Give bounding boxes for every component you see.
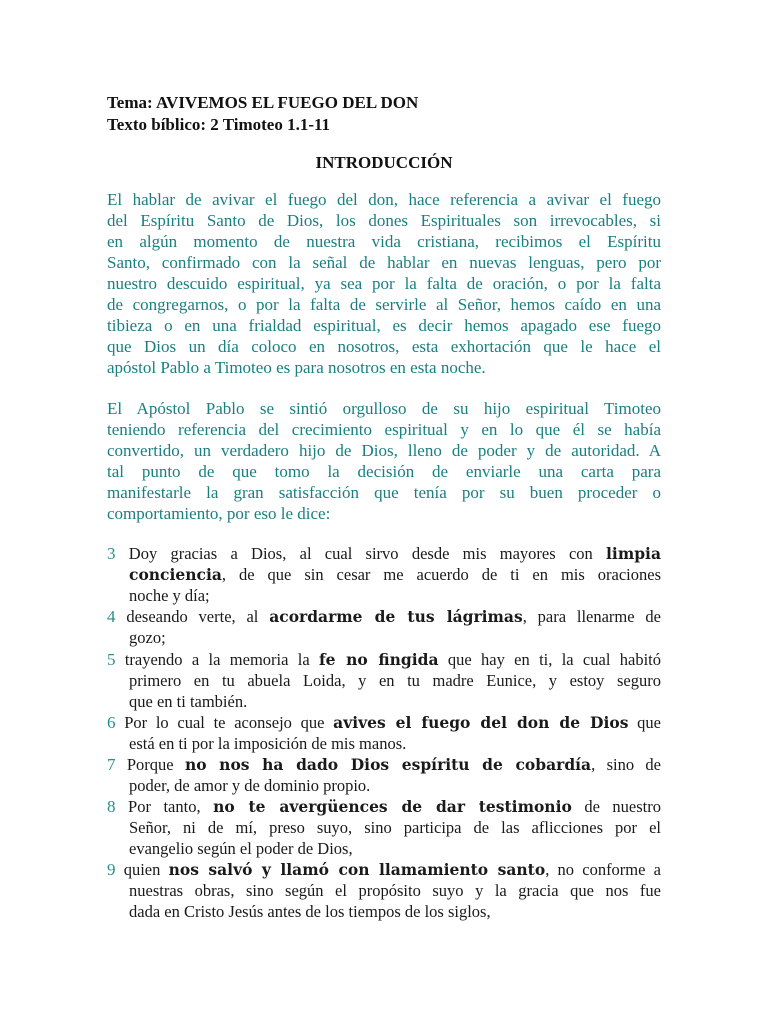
verse-4-line-1 (107, 606, 661, 627)
verse-number: 4 (107, 607, 116, 626)
paragraph-line: del Espíritu Santo de Dios, los dones Espirituales son irrevocables, si (107, 211, 661, 230)
paragraph-line: tal punto de que tomo la decisión de enviarle una carta para (107, 462, 661, 481)
verse-8-line-3: evangelio según el poder de Dios, (129, 839, 353, 858)
verse-number: 9 (107, 860, 116, 879)
paragraph-line: nuestro descuido espiritual, ya sea por la falta de oración, o por la falta (107, 274, 661, 293)
verse-6-line-1 (107, 712, 661, 733)
paragraph-line: apóstol Pablo a Timoteo es para nosotros en esta noche. (107, 358, 486, 377)
introduction-title: INTRODUCCIÓN (315, 153, 453, 172)
bible-text-heading: Texto bíblico: 2 Timoteo 1.1-11 (107, 115, 331, 134)
verse-3-line-1 (107, 543, 661, 564)
verse-text: , no conforme a (545, 860, 661, 879)
verse-7-line-2: poder, de amor y de dominio propio. (129, 776, 371, 795)
verse-emphasis: fe no fingida (319, 650, 439, 669)
verse-7-line-1 (107, 754, 661, 775)
verse-text: que (628, 713, 661, 732)
paragraph-line: El hablar de avivar el fuego del don, hace referencia a avivar el fuego (107, 190, 661, 209)
verse-3-line-2 (129, 564, 661, 585)
verse-text: trayendo a la memoria la (115, 650, 320, 669)
verse-emphasis: avives el fuego del don de Dios (333, 713, 629, 732)
verse-4-line-2: gozo; (129, 628, 166, 647)
verse-text: Doy gracias a Dios, al cual sirvo desde mis mayores con (115, 544, 607, 563)
verse-text: que hay en ti, la cual habitó (438, 650, 661, 669)
verse-number: 8 (107, 797, 116, 816)
verse-number: 6 (107, 713, 116, 732)
verse-emphasis: conciencia (129, 565, 222, 584)
verse-9-line-2: nuestras obras, sino según el propósito suyo y la gracia que nos fue (129, 881, 661, 900)
verse-5-line-1 (107, 649, 661, 670)
verse-emphasis: no nos ha dado Dios espíritu de cobardía (184, 755, 592, 774)
topic-heading: Tema: AVIVEMOS EL FUEGO DEL DON (107, 93, 419, 112)
verse-text: Porque (115, 755, 185, 774)
verse-text: deseando verte, al (115, 607, 270, 626)
verse-number: 7 (107, 755, 116, 774)
paragraph-line: tibieza o en una frialdad espiritual, es decir hemos apagado ese fuego (107, 316, 661, 335)
paragraph-line: comportamiento, por eso le dice: (107, 504, 331, 523)
verse-5-line-3: que en ti también. (129, 692, 248, 711)
verse-5-line-2: primero en tu abuela Loida, y en tu madre Eunice, y estoy seguro (129, 671, 661, 690)
verse-9-line-1 (107, 859, 661, 880)
verse-6-line-2: está en ti por la imposición de mis manos. (129, 734, 407, 753)
verse-emphasis: limpia (606, 544, 661, 563)
paragraph-line: que Dios un día coloco en nosotros, esta exhortación que le hace el (107, 337, 661, 356)
paragraph-line: en algún momento de nuestra vida cristiana, recibimos el Espíritu (107, 232, 661, 251)
verse-emphasis: nos salvó y llamó con llamamiento santo (168, 860, 546, 879)
verse-text: de nuestro (571, 797, 661, 816)
verse-number: 3 (107, 544, 116, 563)
paragraph-line: manifestarle la gran satisfacción que tenía por su buen proceder o (107, 483, 661, 502)
verse-8-line-2: Señor, ni de mí, preso suyo, sino participa de las aflicciones por el (129, 818, 661, 837)
verse-emphasis: no te avergüences de dar testimonio (213, 797, 572, 816)
verse-text: Por lo cual te aconsejo que (115, 713, 334, 732)
paragraph-line: El Apóstol Pablo se sintió orgulloso de su hijo espiritual Timoteo (107, 399, 661, 418)
intro-paragraph-2 (107, 398, 661, 524)
verse-text: , sino de (591, 755, 661, 774)
paragraph-line: de congregarnos, o por la falta de servirle al Señor, hemos caído en una (107, 295, 661, 314)
verse-text: Por tanto, (115, 797, 214, 816)
paragraph-line: convertido, un verdadero hijo de Dios, lleno de poder y de autoridad. A (107, 441, 661, 460)
verse-text: quien (115, 860, 169, 879)
intro-paragraph-1 (107, 189, 661, 378)
paragraph-line: Santo, confirmado con la señal de hablar en nuevas lenguas, pero por (107, 253, 661, 272)
verse-3-line-3: noche y día; (129, 586, 210, 605)
verse-9-line-3: dada en Cristo Jesús antes de los tiempos de los siglos, (129, 902, 491, 921)
verse-8-line-1 (107, 796, 661, 817)
paragraph-line: teniendo referencia del crecimiento espiritual y en lo que él se había (107, 420, 661, 439)
verse-text: , de que sin cesar me acuerdo de ti en mis oraciones (221, 565, 661, 584)
verse-text: , para llenarme de (522, 607, 661, 626)
verse-number: 5 (107, 650, 116, 669)
verse-emphasis: acordarme de tus lágrimas (269, 607, 523, 626)
